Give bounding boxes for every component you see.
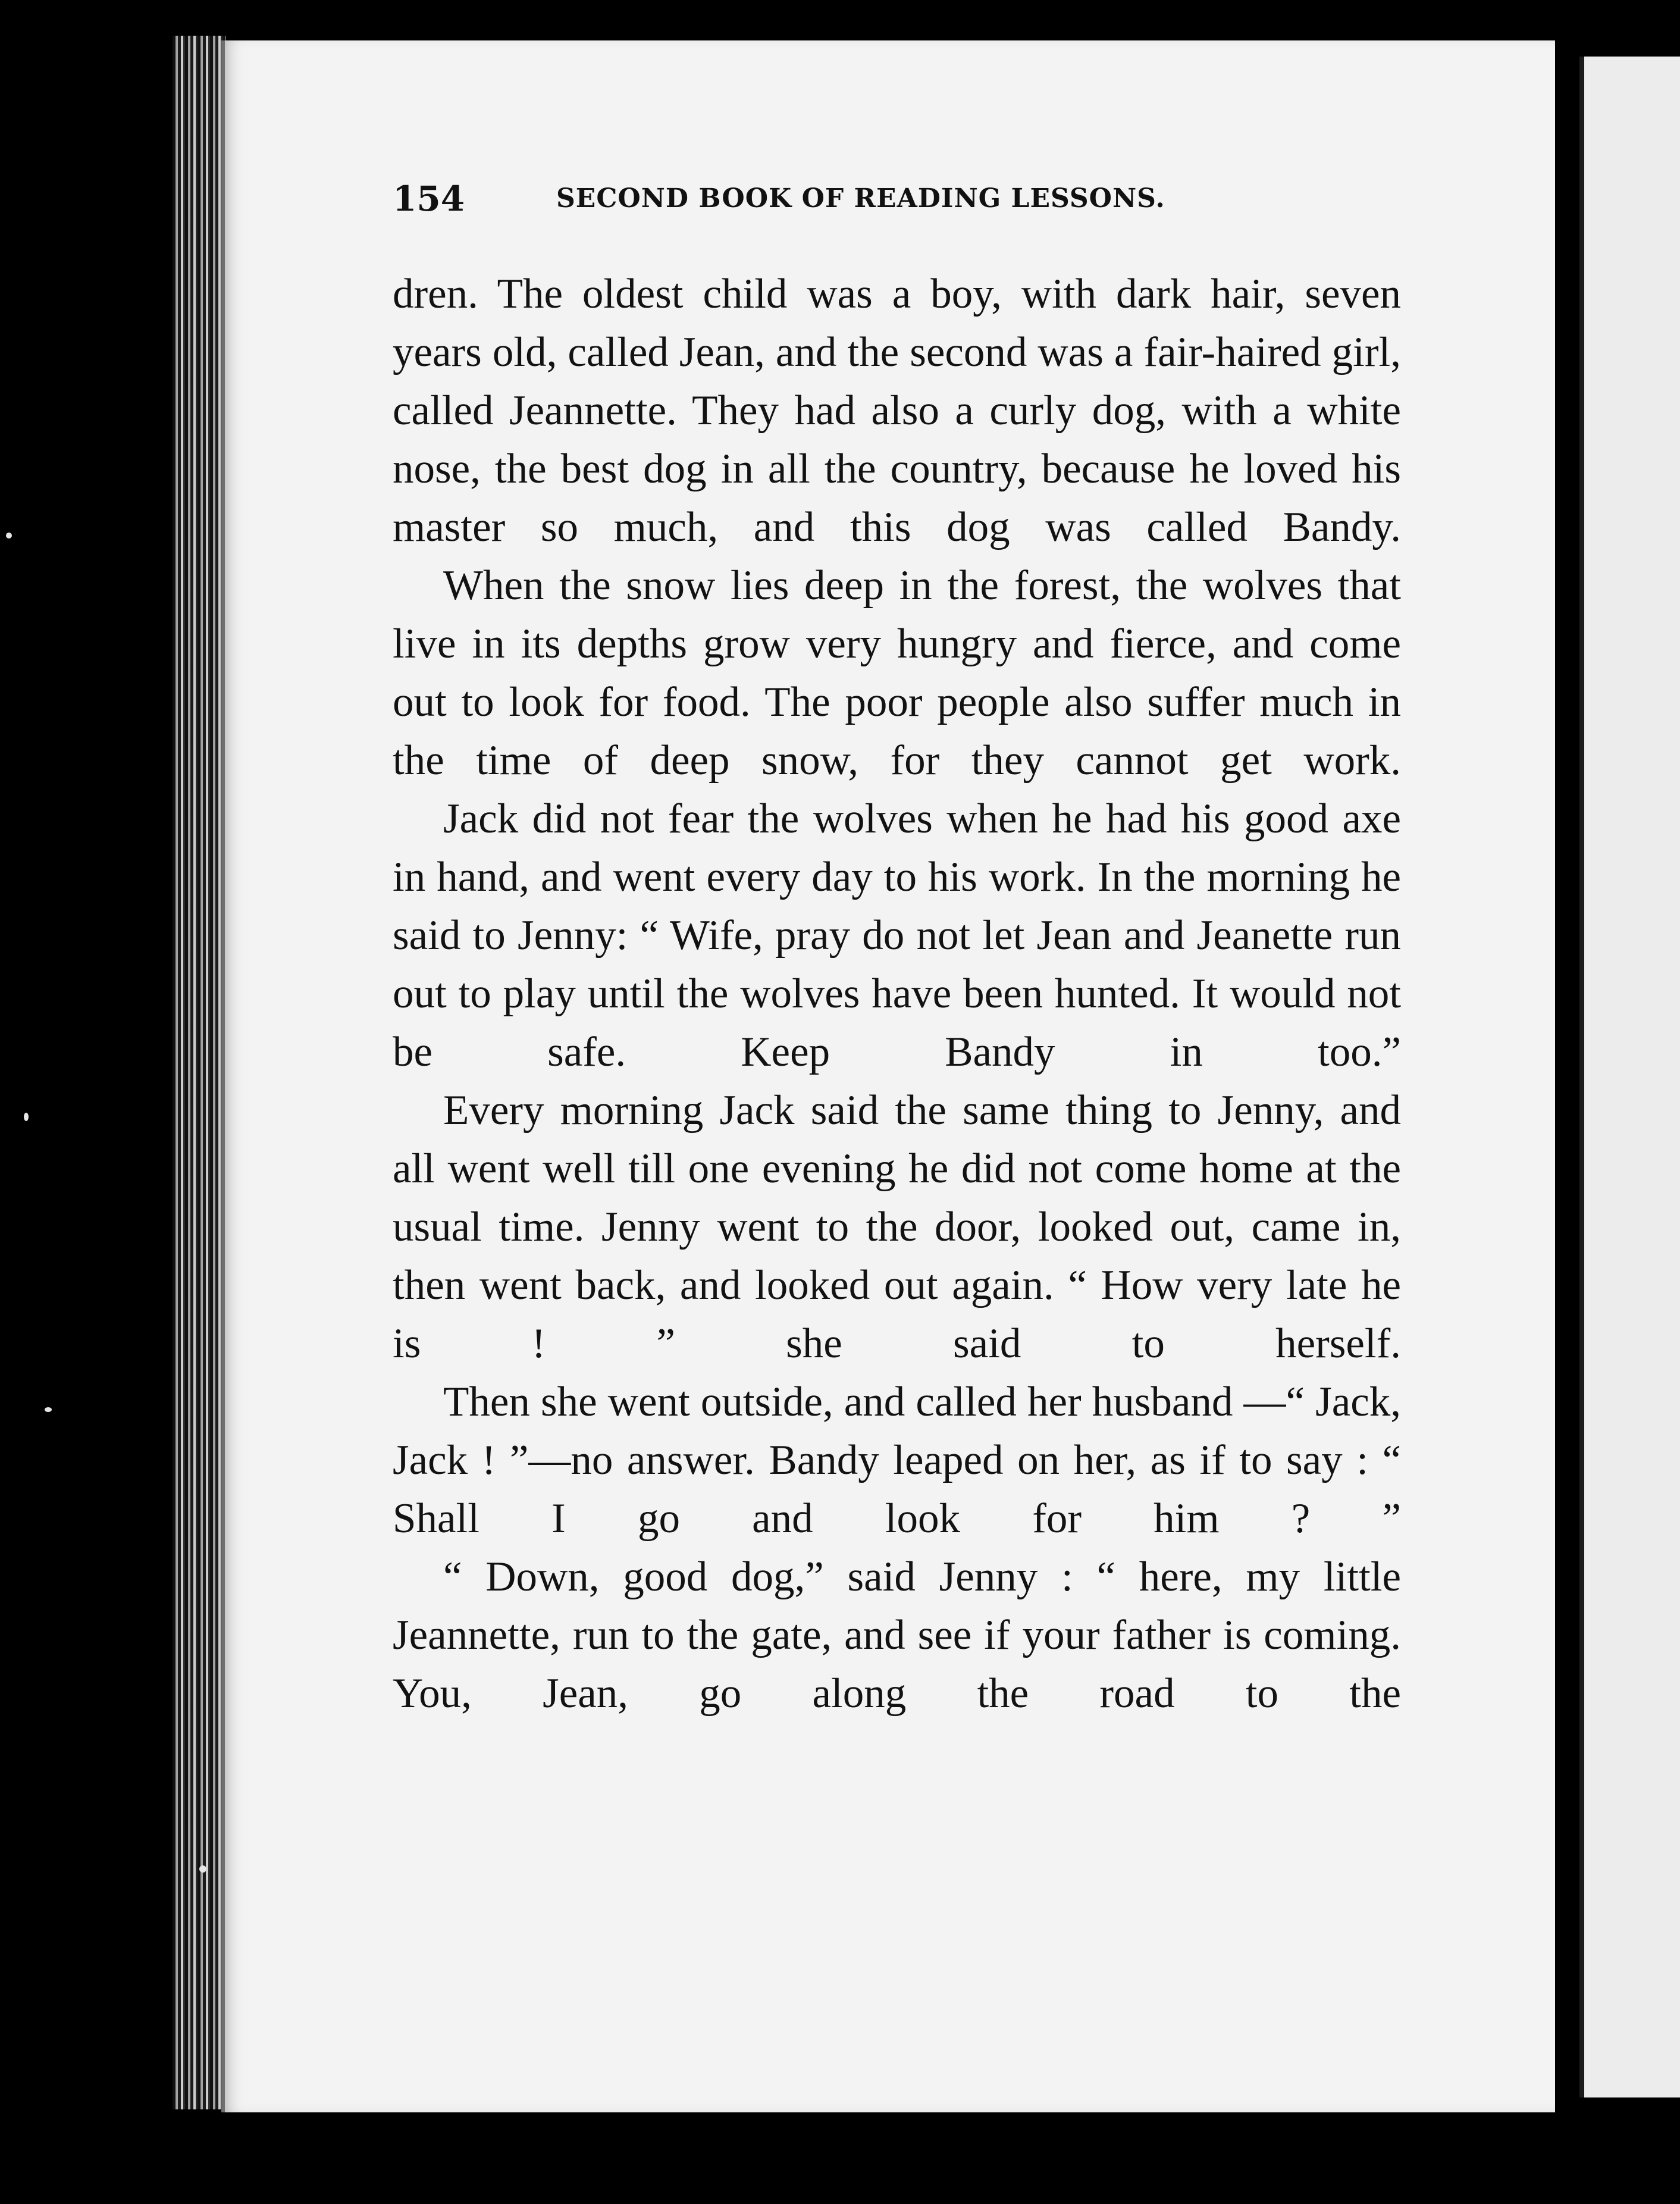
- paragraph: Jack did not fear the wolves when he had his good axe in hand, and went every day to his work. In the morning he said to Jenny: “ Wife, pray do not let Jean and Jeanette run out to play until the wolves have been hunted. It would not be safe. Keep Bandy in too.”: [393, 796, 1401, 1075]
- paragraph: Then she went outside, and called her husband —“ Jack, Jack ! ”—no answer. Bandy leaped on her, as if to say : “ Shall I go and look for him ? ”: [393, 1379, 1401, 1542]
- running-title: SECOND BOOK OF READING LESSONS.: [556, 183, 1165, 214]
- page-number: 154: [393, 179, 465, 219]
- scan-speck: [45, 1407, 52, 1412]
- scan-speck: [24, 1113, 29, 1121]
- running-head: [393, 179, 1261, 232]
- body-text: [393, 265, 1401, 1723]
- facing-page: [1579, 57, 1680, 2097]
- page-edges: [173, 36, 226, 2109]
- paragraph: Every morning Jack said the same thing to Jenny, and all went well till one evening he did not come home at the usual time. Jenny went to the door, looked out, came in, then went back, and looked out again. “ How very late he is ! ” she said to herself.: [393, 1087, 1401, 1367]
- paragraph: When the snow lies deep in the forest, the wolves that live in its depths grow very hungry and fierce, and come out to look for food. The poor people also suffer much in the time of deep snow, for they cannot get work.: [393, 562, 1401, 784]
- scan-speck: [6, 533, 12, 539]
- paragraph: “ Down, good dog,” said Jenny : “ here, my little Jeannette, run to the gate, and see if your father is coming. You, Jean, go along the road to the: [393, 1554, 1401, 1717]
- paragraph: dren. The oldest child was a boy, with dark hair, seven years old, called Jean, and the second was a fair-haired girl, called Jeannette. They had also a curly dog, with a white nose, the best dog in all the country, because he loved his master so much, and this dog was called Bandy.: [393, 271, 1401, 550]
- scan-speck: [199, 1865, 206, 1873]
